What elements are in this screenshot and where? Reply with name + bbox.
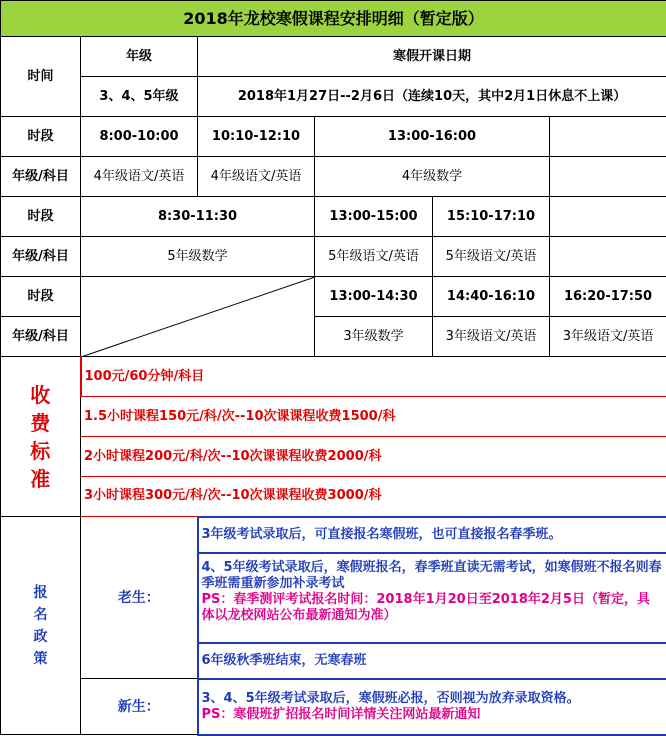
time-label: 时间 [1, 37, 81, 117]
slot-label: 时段 [1, 197, 81, 237]
time-slot: 13:00-14:30 [315, 277, 433, 317]
new-policy-item: 3、4、5年级考试录取后，寒假班必报，否则视为放弃录取资格。 [202, 691, 663, 707]
time-slot-empty [550, 117, 666, 157]
policy-label-text: 报名政策 [33, 582, 49, 670]
old-policy-item: 6年级秋季班结束，无寒春班 [198, 643, 666, 679]
subject-cell: 4年级数学 [315, 157, 550, 197]
slot-label: 时段 [1, 117, 81, 157]
subject-cell-empty [550, 157, 666, 197]
old-student-label: 老生： [81, 517, 198, 679]
diagonal-line [81, 277, 315, 357]
subject-cell: 3年级数学 [315, 317, 433, 357]
fee-item: 3小时课程300元/科/次--10次课课程收费3000/科 [81, 477, 666, 517]
slot-label: 时段 [1, 277, 81, 317]
subject-cell: 4年级语文/英语 [81, 157, 198, 197]
fees-label-text: 收费标准 [29, 381, 51, 493]
old-policy-group [198, 553, 666, 643]
fee-item: 2小时课程200元/科/次--10次课课程收费2000/科 [81, 437, 666, 477]
subject-cell: 5年级数学 [81, 237, 315, 277]
page-title: 2018年龙校寒假课程安排明细（暂定版） [1, 1, 666, 37]
grades-cell: 3、4、5年级 [81, 77, 198, 117]
subject-cell: 5年级语文/英语 [315, 237, 433, 277]
dates-cell: 2018年1月27日--2月6日（连续10天，其中2月1日休息不上课） [198, 77, 666, 117]
time-slot: 8:30-11:30 [81, 197, 315, 237]
fees-label [1, 357, 81, 517]
new-student-label: 新生： [81, 679, 198, 735]
fee-item: 100元/60分钟/科目 [81, 357, 666, 397]
time-slot-empty [550, 197, 666, 237]
ps-note: PS：寒假班扩招报名时间详情关注网站最新通知 [202, 707, 663, 723]
subject-label: 年级/科目 [1, 157, 81, 197]
time-slot: 13:00-16:00 [315, 117, 550, 157]
new-policy-group [198, 679, 666, 735]
grade-header: 年级 [81, 37, 198, 77]
time-slot: 16:20-17:50 [550, 277, 666, 317]
old-policy-item: 3年级考试录取后，可直接报名寒假班，也可直接报名春季班。 [198, 517, 666, 553]
subject-label: 年级/科目 [1, 237, 81, 277]
ps-note: PS：春季测评考试报名时间：2018年1月20日至2018年2月5日（暂定，具体以龙校网站公布最新通知为准） [202, 592, 663, 624]
subject-cell: 3年级语文/英语 [433, 317, 550, 357]
subject-cell: 3年级语文/英语 [550, 317, 666, 357]
time-slot: 10:10-12:10 [198, 117, 315, 157]
diagonal-empty-cell [81, 277, 315, 357]
dates-header: 寒假开课日期 [198, 37, 666, 77]
old-policy-item: 4、5年级考试录取后，寒假班报名，春季班直读无需考试，如寒假班不报名则春季班需重新参加补录考试 [202, 560, 663, 592]
subject-label: 年级/科目 [1, 317, 81, 357]
fee-item: 1.5小时课程150元/科/次--10次课课程收费1500/科 [81, 397, 666, 437]
time-slot: 15:10-17:10 [433, 197, 550, 237]
time-slot: 8:00-10:00 [81, 117, 198, 157]
subject-cell: 4年级语文/英语 [198, 157, 315, 197]
time-slot: 14:40-16:10 [433, 277, 550, 317]
time-slot: 13:00-15:00 [315, 197, 433, 237]
subject-cell-empty [550, 237, 666, 277]
policy-label [1, 517, 81, 735]
subject-cell: 5年级语文/英语 [433, 237, 550, 277]
